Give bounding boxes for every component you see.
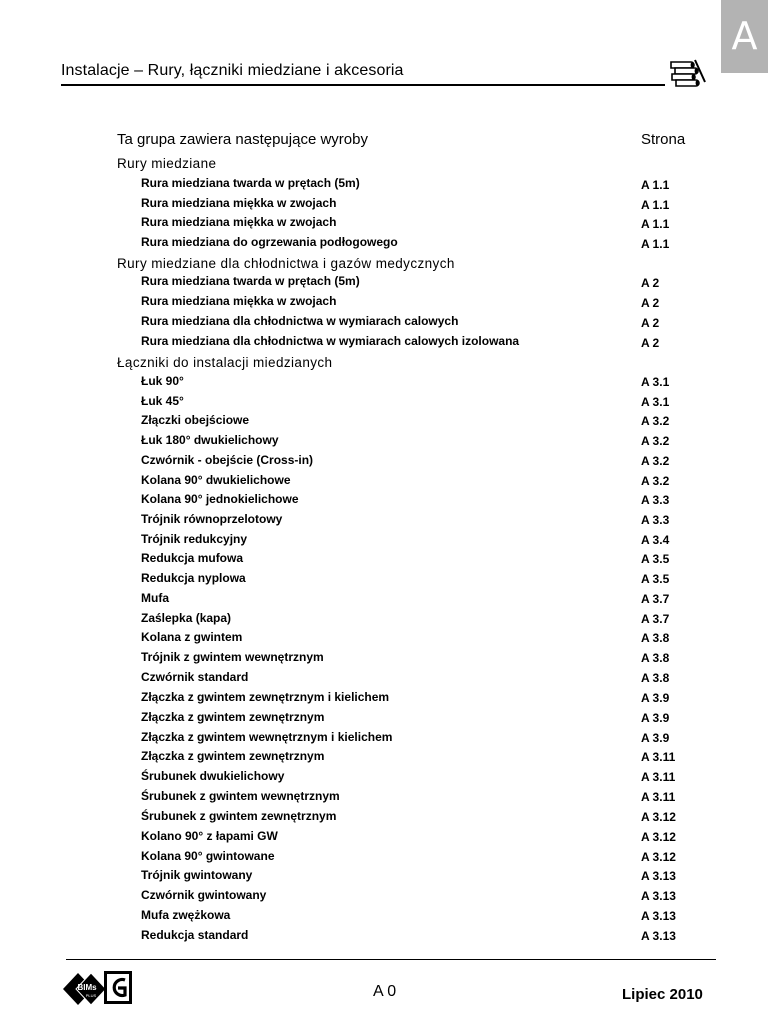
item-name: Rura miedziana twarda w prętach (5m): [141, 274, 360, 288]
item-name: Kolana 90° jednokielichowe: [141, 492, 299, 506]
item-page: A 3.8: [641, 651, 670, 665]
item-page: A 3.12: [641, 810, 676, 824]
item-name: Trójnik równoprzelotowy: [141, 512, 283, 526]
section-tab-letter: A: [731, 14, 758, 58]
item-name: Kolana 90° gwintowane: [141, 849, 275, 863]
item-name: Mufa zwężkowa: [141, 908, 231, 922]
item-page: A 3.1: [641, 375, 670, 389]
section-heading: Rury miedziane: [117, 156, 217, 171]
item-page: A 3.13: [641, 869, 676, 883]
item-page: A 1.1: [641, 217, 670, 231]
item-page: A 3.7: [641, 592, 670, 606]
item-page: A 3.5: [641, 552, 670, 566]
item-name: Rura miedziana miękka w zwojach: [141, 215, 337, 229]
item-name: Rura miedziana do ogrzewania podłogowego: [141, 235, 398, 249]
item-name: Rura miedziana twarda w prętach (5m): [141, 176, 360, 190]
footer-date: Lipiec 2010: [622, 986, 703, 1003]
item-name: Złączka z gwintem wewnętrznym i kielichem: [141, 730, 393, 744]
item-page: A 3.9: [641, 691, 670, 705]
item-name: Kolana z gwintem: [141, 630, 243, 644]
item-page: A 3.11: [641, 750, 676, 764]
company-logo: [62, 968, 134, 1006]
item-page: A 3.2: [641, 474, 670, 488]
item-name: Kolana 90° dwukielichowe: [141, 473, 291, 487]
item-page: A 3.2: [641, 414, 670, 428]
item-page: A 3.2: [641, 434, 670, 448]
item-name: Czwórnik gwintowany: [141, 888, 267, 902]
section-heading: Rury miedziane dla chłodnictwa i gazów medycznych: [117, 256, 455, 271]
item-name: Złączka z gwintem zewnętrznym i kielichem: [141, 690, 390, 704]
item-page: A 1.1: [641, 237, 670, 251]
item-name: Złączka z gwintem zewnętrznym: [141, 710, 325, 724]
item-name: Redukcja standard: [141, 928, 249, 942]
item-page: A 1.1: [641, 178, 670, 192]
item-name: Redukcja nyplowa: [141, 571, 246, 585]
page-header-title: Instalacje – Rury, łączniki miedziane i akcesoria: [61, 62, 404, 79]
item-name: Rura miedziana dla chłodnictwa w wymiarach calowych izolowana: [141, 334, 520, 348]
item-page: A 3.1: [641, 395, 670, 409]
item-page: A 3.3: [641, 513, 670, 527]
item-name: Śrubunek z gwintem zewnętrznym: [141, 809, 337, 823]
item-page: A 3.8: [641, 631, 670, 645]
item-name: Śrubunek dwukielichowy: [141, 769, 285, 783]
item-name: Śrubunek z gwintem wewnętrznym: [141, 789, 340, 803]
pipes-icon: [665, 58, 707, 88]
footer-divider: [66, 959, 716, 960]
item-name: Rura miedziana miękka w zwojach: [141, 294, 337, 308]
item-page: A 3.2: [641, 454, 670, 468]
item-page: A 3.11: [641, 790, 676, 804]
item-page: A 3.12: [641, 850, 676, 864]
item-name: Trójnik redukcyjny: [141, 532, 248, 546]
item-name: Trójnik z gwintem wewnętrznym: [141, 650, 324, 664]
header-divider: [61, 84, 665, 86]
item-page: A 3.3: [641, 493, 670, 507]
page-column-header: Strona: [641, 131, 686, 148]
item-name: Złączka z gwintem zewnętrznym: [141, 749, 325, 763]
contents-intro: Ta grupa zawiera następujące wyroby: [117, 131, 368, 148]
item-name: Złączki obejściowe: [141, 413, 250, 427]
item-page: A 3.12: [641, 830, 676, 844]
item-name: Redukcja mufowa: [141, 551, 244, 565]
footer-page-label: A 0: [373, 983, 397, 1000]
item-name: Łuk 45°: [141, 394, 184, 408]
item-name: Rura miedziana miękka w zwojach: [141, 196, 337, 210]
item-name: Zaślepka (kapa): [141, 611, 232, 625]
item-name: Trójnik gwintowany: [141, 868, 253, 882]
item-page: A 3.4: [641, 533, 670, 547]
svg-text:PLUS: PLUS: [85, 993, 97, 998]
item-name: Łuk 180° dwukielichowy: [141, 433, 279, 447]
item-page: A 3.9: [641, 731, 670, 745]
item-page: A 3.9: [641, 711, 670, 725]
item-page: A 3.7: [641, 612, 670, 626]
item-name: Czwórnik standard: [141, 670, 249, 684]
item-page: A 3.13: [641, 909, 676, 923]
item-page: A 1.1: [641, 198, 670, 212]
item-page: A 3.8: [641, 671, 670, 685]
item-name: Łuk 90°: [141, 374, 184, 388]
section-tab: [721, 0, 768, 73]
item-name: Rura miedziana dla chłodnictwa w wymiarach calowych: [141, 314, 459, 328]
item-name: Czwórnik - obejście (Cross-in): [141, 453, 314, 467]
svg-text:BIMs: BIMs: [77, 983, 97, 992]
item-page: A 3.13: [641, 889, 676, 903]
item-page: A 3.5: [641, 572, 670, 586]
item-page: A 2: [641, 336, 660, 350]
item-name: Kolano 90° z łapami GW: [141, 829, 278, 843]
item-page: A 2: [641, 276, 660, 290]
item-page: A 3.13: [641, 929, 676, 943]
section-heading: Łączniki do instalacji miedzianych: [117, 355, 333, 370]
item-name: Mufa: [141, 591, 169, 605]
item-page: A 3.11: [641, 770, 676, 784]
item-page: A 2: [641, 296, 660, 310]
item-page: A 2: [641, 316, 660, 330]
